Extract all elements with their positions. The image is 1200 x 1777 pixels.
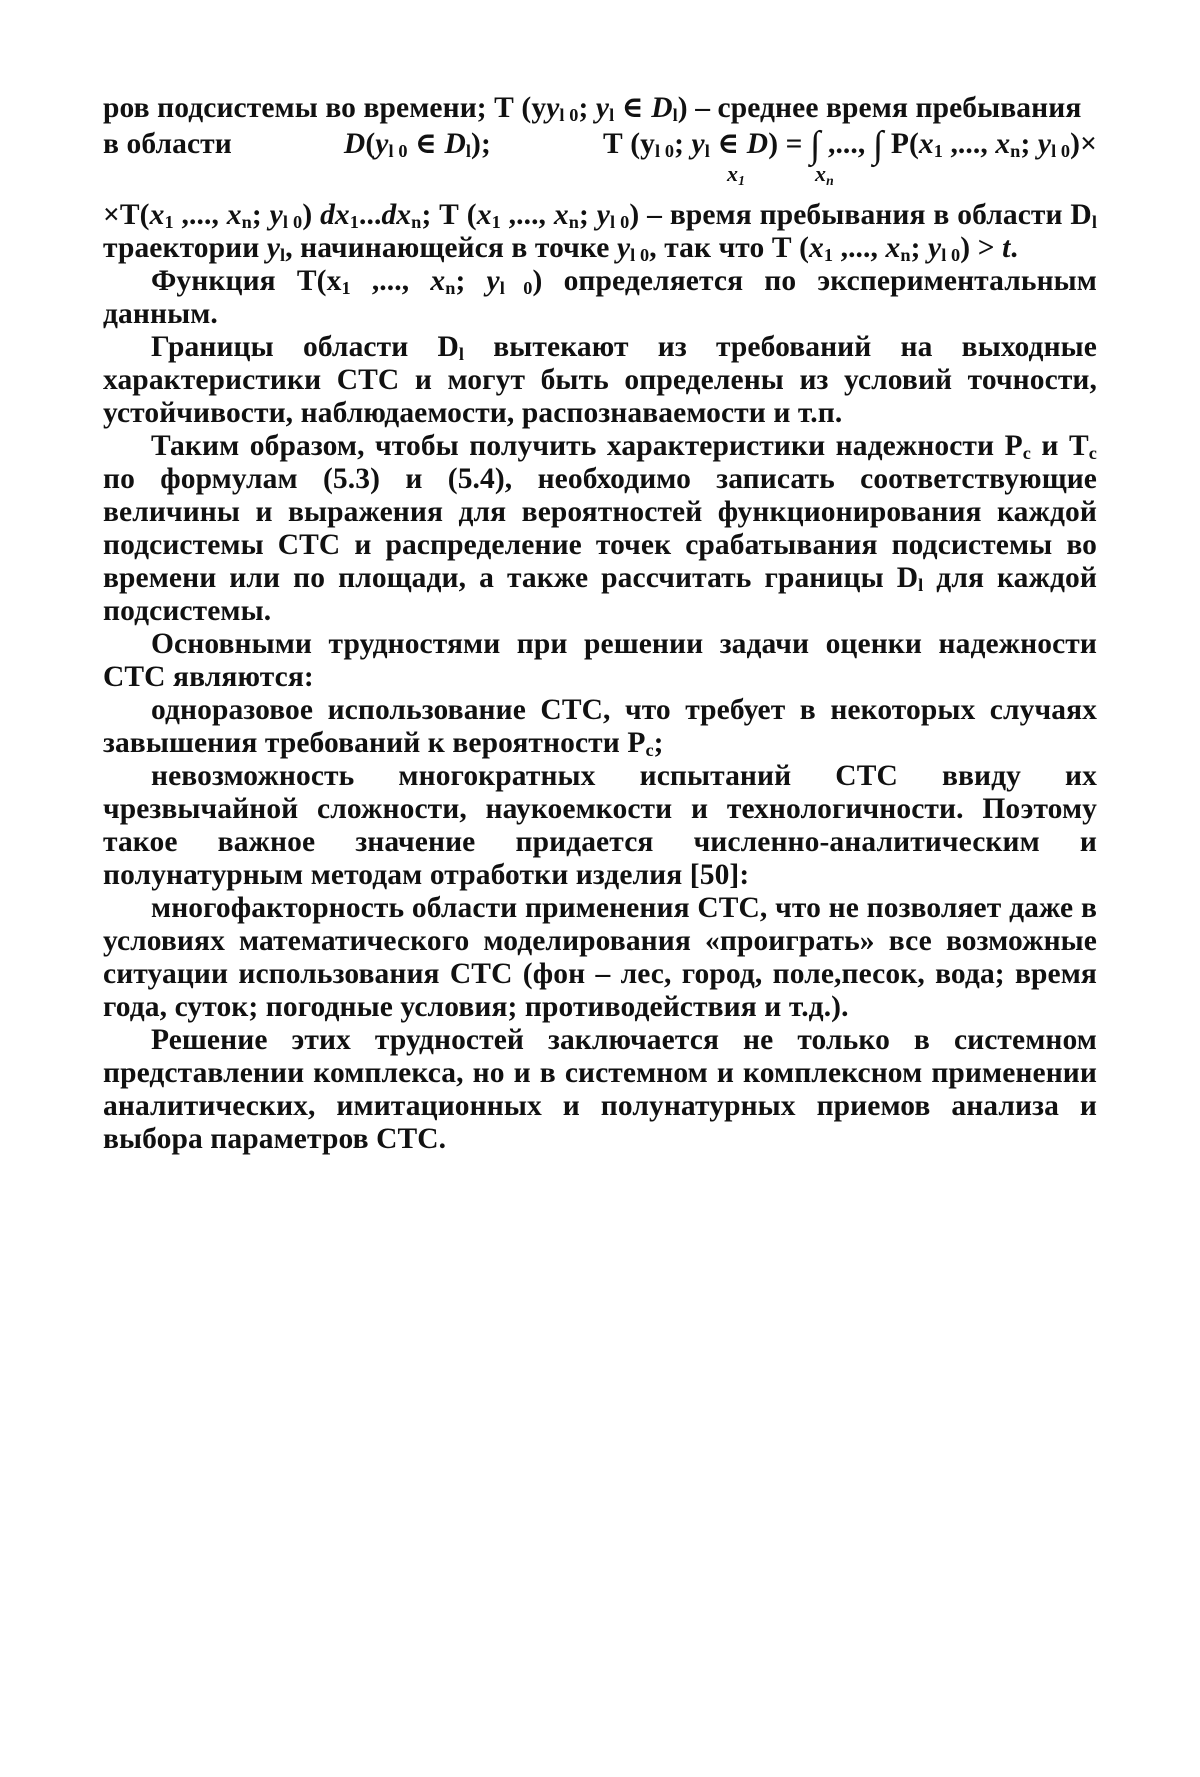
line1-start: ров подсистемы во времени; Т (y [103, 92, 547, 124]
sub-var: y [546, 92, 560, 124]
line2-t: Т (y [602, 128, 655, 160]
paragraph-function: Функция $Т(x_1$ ,..., $x_n$; $y_{l 0}$) определяется по экспериментальным данным. [103, 265, 1097, 330]
paragraph-bounds: Границы области $D_l$ вытекают из требований на выходные характеристики СТС и могут быть определены из условий точности, устойчивости, наблюдаемости, распознаваемости и т.п. [103, 331, 1098, 429]
line2-prefix: в области [103, 128, 232, 160]
integral-limit-xn: $x_n$ [815, 161, 834, 188]
text-line-1: ров подсистемы во времени; Т ($yy_{l 0}$; $y_l$ ∈ $D_l$) – среднее время пребывания [103, 92, 1082, 125]
paragraph-solution: Решение этих трудностей заключается не только в системном представлении комплекса, но и в системном и комплексном применении аналитических, имитационных и полунатурных приемов анализа и выбора параметров СТС. [103, 1024, 1097, 1155]
paragraph-thus: Таким образом, чтобы получить характеристики надежности $Р_c$ и $Т_c$ по формулам (5.3) и (5.4), необходимо записать соответствующие величины и выражения для вероятностей функционирования каждой подсистемы СТС и распределение точек срабатывания подсистемы во времени или по площади, а также рассчитать границы $D_l$ для каждой подсистемы. [103, 430, 1097, 627]
paragraph-multifactor: многофакторность области применения СТС, что не позволяет даже в условиях математического моделирования «проиграть» все возможные ситуации использования СТС (фон – лес, город, поле,песок, вода; время года, суток; погодные условия; противодействия и т.д.). [103, 892, 1097, 1023]
formula-line-2: в области $D(y_{l 0}$ ∈ $D_l$); Т ($y_{l 0}$; $y_l$ ∈ D) = ∫ ,..., ∫ $Р(x_1$ ,..., $x_n$; $y_{l 0})\times$ [103, 124, 1097, 166]
paragraph-one-time: одноразовое использование СТС, что требует в некоторых случаях завышения требований к вероятности $Р_c$; [103, 694, 1097, 760]
paragraph-impossible: невозможность многократных испытаний СТС ввиду их чрезвычайной сложности, наукоемкости и технологичности. Поэтому такое важное значение придается численно-аналитическим и полунатурным методам отработки изделия [50]: [103, 760, 1097, 891]
integral-limit-x1: $x_1$ [727, 161, 746, 188]
paragraph-difficulties: Основными трудностями при решении задачи оценки надежности СТС являются: [103, 628, 1097, 693]
line1-end: – среднее время пребывания [687, 92, 1082, 124]
integral-limits [103, 161, 1097, 199]
text-trajectory: $\times Т(x_1$ ,..., $x_n$; $y_{l 0}$) $dx_1...dx_n$; Т ($x_1$ ,..., $x_n$; $y_{l 0}$) – время пребывания в области $D_l$ траектории $y_l$, начинающейся в точке $y_{l 0}$, так что Т ($x_1$ ,..., $x_n$; $y_{l 0}) > t$. [103, 199, 1097, 265]
document-page [103, 92, 1097, 1156]
